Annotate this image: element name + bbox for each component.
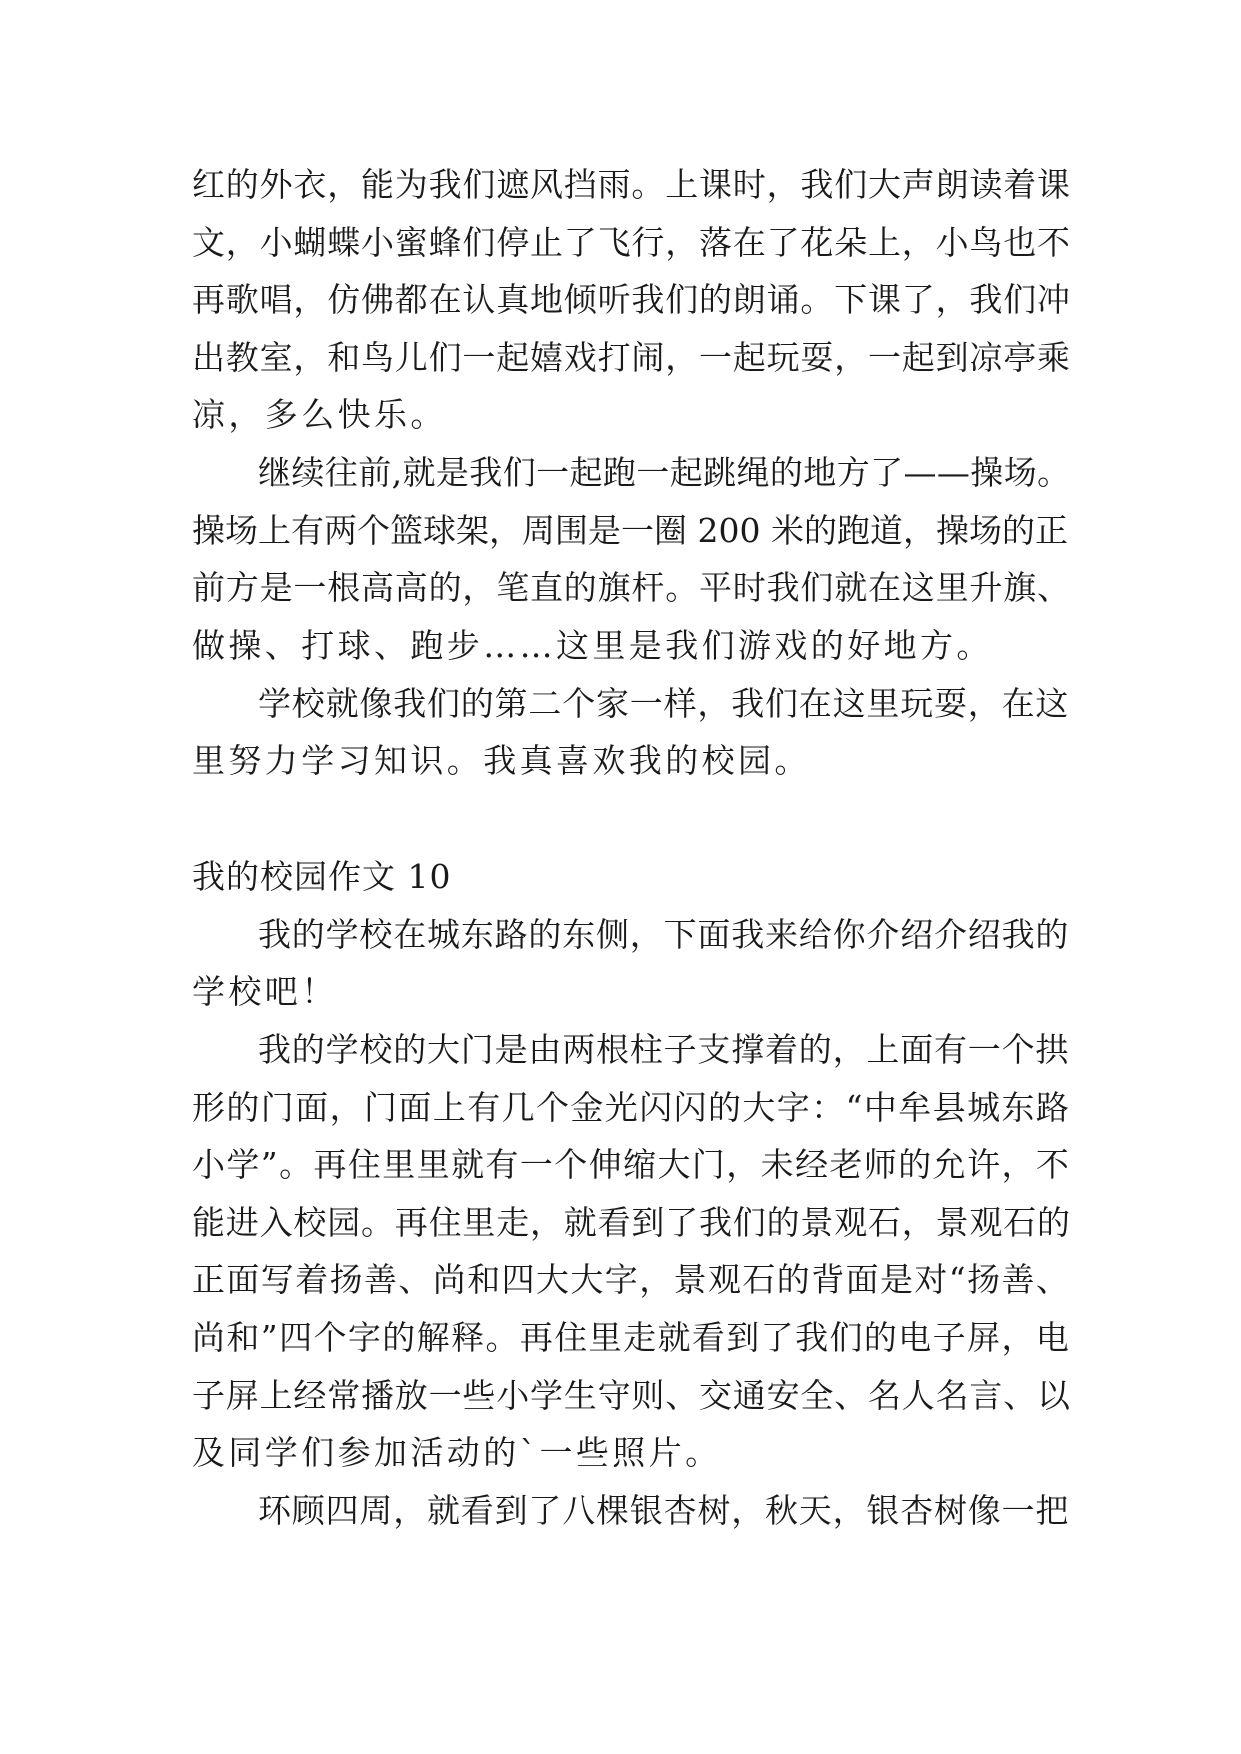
text-line: 尚和”四个字的解释。再住里走就看到了我们的电子屏，电 [192,1318,1071,1357]
text-line: 能进入校园。再住里走，就看到了我们的景观石，景观石的 [192,1203,1071,1242]
text-line: 学校就像我们的第二个家一样，我们在这里玩耍，在这 [258,684,1070,723]
text-line: 子屏上经常播放一些小学生守则、交通安全、名人名言、以 [192,1376,1071,1415]
text-line: 形的门面，门面上有几个金光闪闪的大字：“中牟县城东路 [192,1088,1071,1127]
text-line: 出教室，和鸟儿们一起嬉戏打闹，一起玩耍，一起到凉亭乘 [192,338,1071,377]
text-line: 文，小蝴蝶小蜜蜂们停止了飞行，落在了花朵上，小鸟也不 [192,223,1071,262]
text-line: 红的外衣，能为我们遮风挡雨。上课时，我们大声朗读着课 [192,165,1071,204]
text-line: 做操、打球、跑步……这里是我们游戏的好地方。 [192,626,993,665]
text-line: 凉，多么快乐。 [192,395,447,434]
text-line: 及同学们参加活动的`一些照片。 [192,1433,722,1472]
text-line: 前方是一根高高的，笔直的旗杆。平时我们就在这里升旗、 [192,568,1071,607]
text-line: 我的学校在城东路的东侧，下面我来给你介绍介绍我的 [258,915,1070,954]
text-line: 正面写着扬善、尚和四大大字，景观石的背面是对“扬善、 [192,1260,1071,1299]
text-line: 学校吧！ [192,972,338,1011]
text-line: 我的学校的大门是由两根柱子支撑着的，上面有一个拱 [258,1030,1070,1069]
section-heading: 我的校园作文 10 [192,857,452,896]
text-line: 再歌唱，仿佛都在认真地倾听我们的朗诵。下课了，我们冲 [192,280,1071,319]
text-line: 环顾四周，就看到了八棵银杏树，秋天，银杏树像一把 [258,1491,1070,1530]
text-line: 里努力学习知识。我真喜欢我的校园。 [192,741,811,780]
text-line: 操场上有两个篮球架，周围是一圈 200 米的跑道，操场的正 [192,511,1068,550]
text-line: 继续往前,就是我们一起跑一起跳绳的地方了——操场。 [258,453,1071,492]
text-line: 小学”。再住里里就有一个伸缩大门，未经老师的允许，不 [192,1145,1071,1184]
